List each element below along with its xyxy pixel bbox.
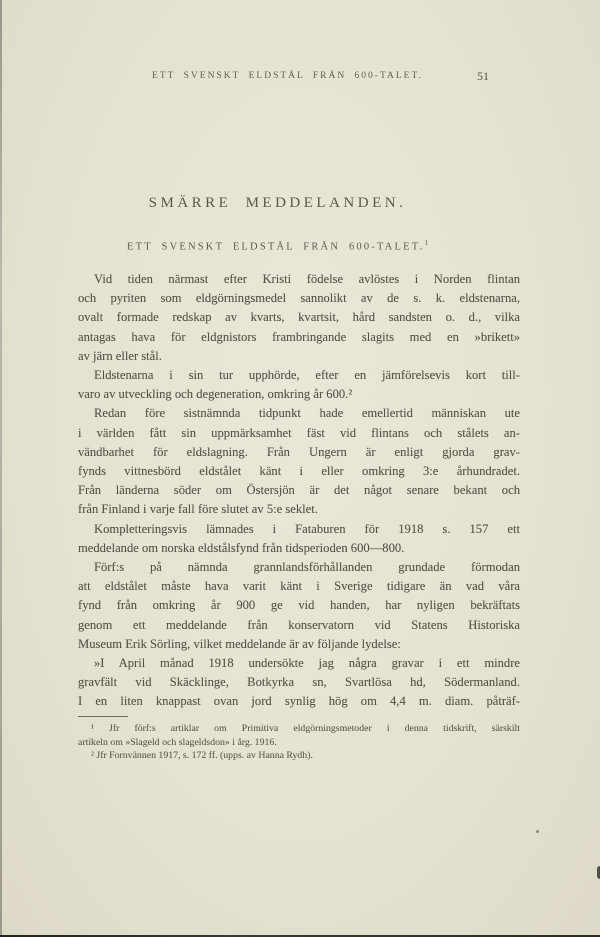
text-line: ² Jfr Fornvännen 1917, s. 172 ff. (upps. av Hanna Rydh). [91,750,313,762]
paragraph [78,558,520,654]
text-line: gravfält vid Skäcklinge, Botkyrka sn, Svartlösa hd, Södermanland. [78,675,520,690]
section-title: SMÄRRE MEDDELANDEN. [148,195,407,211]
text-line: Förf:s på nämnda grannlandsförhållanden grundade förmodan [94,560,520,575]
text-line: av järn eller stål. [78,348,162,363]
text-line: att eldstålet måste hava varit känt i Sverige tidigare än vad våra [78,579,520,594]
footnote-separator-rule [78,716,128,717]
text-line: fynd från omkring år 900 ge vid handen, har nyligen bekräftats [78,598,520,613]
text-line: meddelande om norska eldstålsfynd från tidsperioden 600—800. [78,540,405,555]
text-line: Redan före sistnämnda tidpunkt hade emellertid människan ute [94,406,520,421]
text-line: och pyriten som eldgörningsmedel sannolikt av de s. k. eldstenarna, [78,291,520,306]
paragraph [78,270,520,366]
text-line: antagas hava för eldgnistors frambringande slagits med en »brikett» [78,329,520,344]
text-line: »I April månad 1918 undersökte jag några gravar i ett mindre [94,656,520,671]
text-line: vändbarhet för eldslagning. Från Ungern är enligt gjorda grav- [78,444,520,459]
text-line: Eldstenarna i sin tur upphörde, efter en jämförelsevis kort till- [94,368,520,383]
scan-left-edge-shadow [0,0,2,937]
paragraph [78,366,520,404]
text-line: artikeln om »Slageld och slageldsdon» i årg. 1916. [78,736,277,748]
page-number: 51 [477,69,489,83]
text-line: ¹ Jfr förf:s artiklar om Primitiva eldgörningsmetoder i denna tidskrift, särskilt [91,723,520,734]
text-line: Museum Erik Sörling, vilket meddelande är av följande lydelse: [78,636,401,651]
text-line: från Finland i varje fall före slutet av 5:e seklet. [78,502,318,517]
running-head: ETT SVENSKT ELDSTÅL FRÅN 600-TALET. [152,71,423,81]
footnote [78,722,520,749]
text-line: fynds vittnesbörd eldstålet känt i eller omkring 3:e århundradet. [78,464,520,479]
text-line: ovalt formade redskap av kvarts, kvartsit, hård sandsten o. d., vilka [78,310,520,325]
paragraph [78,520,520,558]
article-title-text: ETT SVENSKT ELDSTÅL FRÅN 600-TALET. [127,241,425,253]
paragraph [78,654,520,712]
text-line: i världen fått sin uppmärksamhet fäst vid flintans och stålets an- [78,425,520,440]
article-title [0,239,555,253]
article-title-footnote-ref: 1 [424,239,428,247]
text-line: varo av utveckling och degeneration, omkring år 600.² [78,387,353,402]
text-line: Vid tiden närmast efter Kristi födelse avlöstes i Norden flintan [94,272,520,286]
ink-speck [536,830,539,833]
footnotes [78,722,520,763]
paragraph [78,404,520,519]
text-line: Kompletteringsvis lämnades i Fataburen för 1918 s. 157 ett [94,521,520,536]
footnote [78,749,520,763]
body-text [78,270,520,712]
text-line: I en liten knappast ovan jord synlig hög om 4,4 m. diam. påträf- [78,694,520,709]
text-line: Från länderna söder om Östersjön är det något senare bekant och [78,483,520,498]
text-line: genom ett meddelande från konservatorn vid Statens Historiska [78,617,520,632]
